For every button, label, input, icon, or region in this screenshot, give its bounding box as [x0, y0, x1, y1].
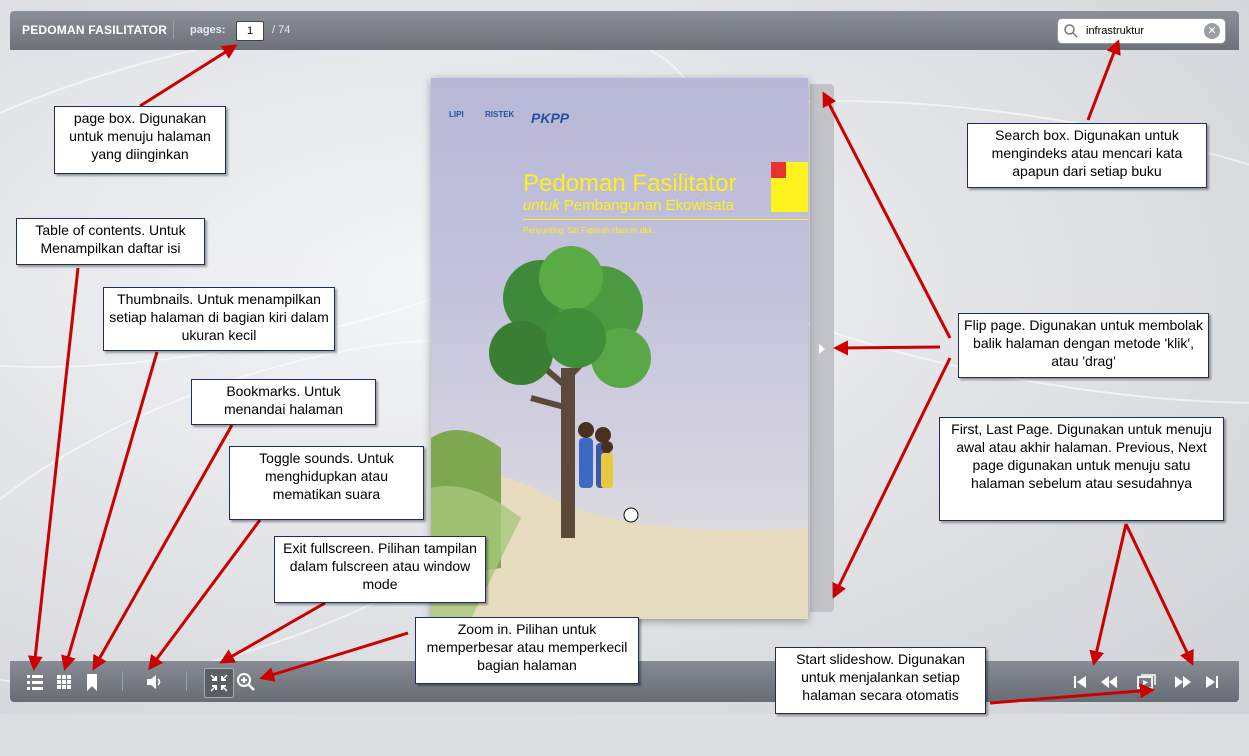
- app-title: PEDOMAN FASILITATOR: [22, 23, 168, 37]
- book-editor: Penyunting: Siti Fatimah Hanum dkk.: [523, 226, 655, 235]
- exit-fullscreen-icon: [208, 672, 230, 694]
- annotation-bookmarks: Bookmarks. Untuk menandai halaman: [191, 379, 376, 425]
- page-total: / 74: [272, 24, 291, 36]
- pkpp-logo: PKPP: [531, 110, 570, 126]
- page-number-input[interactable]: 1: [236, 21, 264, 41]
- annotation-search: Search box. Digunakan untuk mengindeks atau mencari kata apapun dari setiap buku: [967, 123, 1207, 188]
- zoom-in-icon[interactable]: [235, 671, 257, 693]
- annotation-page-box: page box. Digunakan untuk menuju halaman yang diinginkan: [54, 106, 226, 174]
- exit-fullscreen-button[interactable]: [204, 668, 234, 698]
- last-page-icon[interactable]: [1201, 671, 1223, 693]
- next-page-icon[interactable]: [1172, 671, 1194, 693]
- book-page[interactable]: [431, 78, 808, 619]
- previous-page-icon[interactable]: [1098, 671, 1120, 693]
- search-box[interactable]: [1057, 18, 1226, 44]
- book-subtitle-italic: untuk: [523, 197, 560, 214]
- toolbar-divider: [122, 671, 123, 691]
- annotation-flip: Flip page. Digunakan untuk membolak balik halaman dengan metode 'klik', atau 'drag': [958, 313, 1209, 378]
- cover-rule: [523, 219, 808, 220]
- first-page-icon[interactable]: [1069, 671, 1091, 693]
- search-icon: [1063, 23, 1079, 39]
- annotation-toc: Table of contents. Untuk Menampilkan daftar isi: [16, 218, 205, 265]
- annotation-zoom: Zoom in. Pilihan untuk memperbesar atau memperkecil bagian halaman: [415, 617, 639, 684]
- table-of-contents-icon[interactable]: [24, 671, 46, 693]
- toolbar-divider: [173, 21, 174, 39]
- cover-illustration: [431, 238, 808, 619]
- book-title: Pedoman Fasilitator: [523, 170, 737, 197]
- pages-label: pages:: [190, 24, 226, 36]
- clear-icon[interactable]: ✕: [1204, 23, 1220, 39]
- thumbnails-icon[interactable]: [53, 671, 75, 693]
- lipi-logo: LIPI: [449, 110, 464, 119]
- book-subtitle: [523, 197, 734, 214]
- toolbar-divider: [186, 671, 187, 691]
- annotation-slideshow: Start slideshow. Digunakan untuk menjalankan setiap halaman secara otomatis: [775, 647, 986, 714]
- annotation-thumbnails: Thumbnails. Untuk menampilkan setiap halaman di bagian kiri dalam ukuran kecil: [103, 287, 335, 351]
- annotation-navigation: First, Last Page. Digunakan untuk menuju awal atau akhir halaman. Previous, Next page digunakan untuk menuju satu halaman sebelum atau sesudahnya: [939, 417, 1224, 521]
- next-page-strip[interactable]: [810, 84, 834, 612]
- book-subtitle-text: Pembangunan Ekowisata: [563, 197, 734, 214]
- flip-arrow-icon[interactable]: [817, 342, 827, 356]
- annotation-sounds: Toggle sounds. Untuk menghidupkan atau mematikan suara: [229, 446, 424, 520]
- bookmark-icon[interactable]: [81, 671, 103, 693]
- top-toolbar: [10, 11, 1239, 50]
- search-input[interactable]: [1086, 23, 1196, 39]
- slideshow-icon[interactable]: [1135, 671, 1157, 693]
- sound-icon[interactable]: [143, 671, 165, 693]
- cover-red-block: [771, 162, 786, 178]
- ristek-logo: RISTEK: [485, 110, 515, 119]
- annotation-fullscreen: Exit fullscreen. Pilihan tampilan dalam fulscreen atau window mode: [274, 536, 486, 603]
